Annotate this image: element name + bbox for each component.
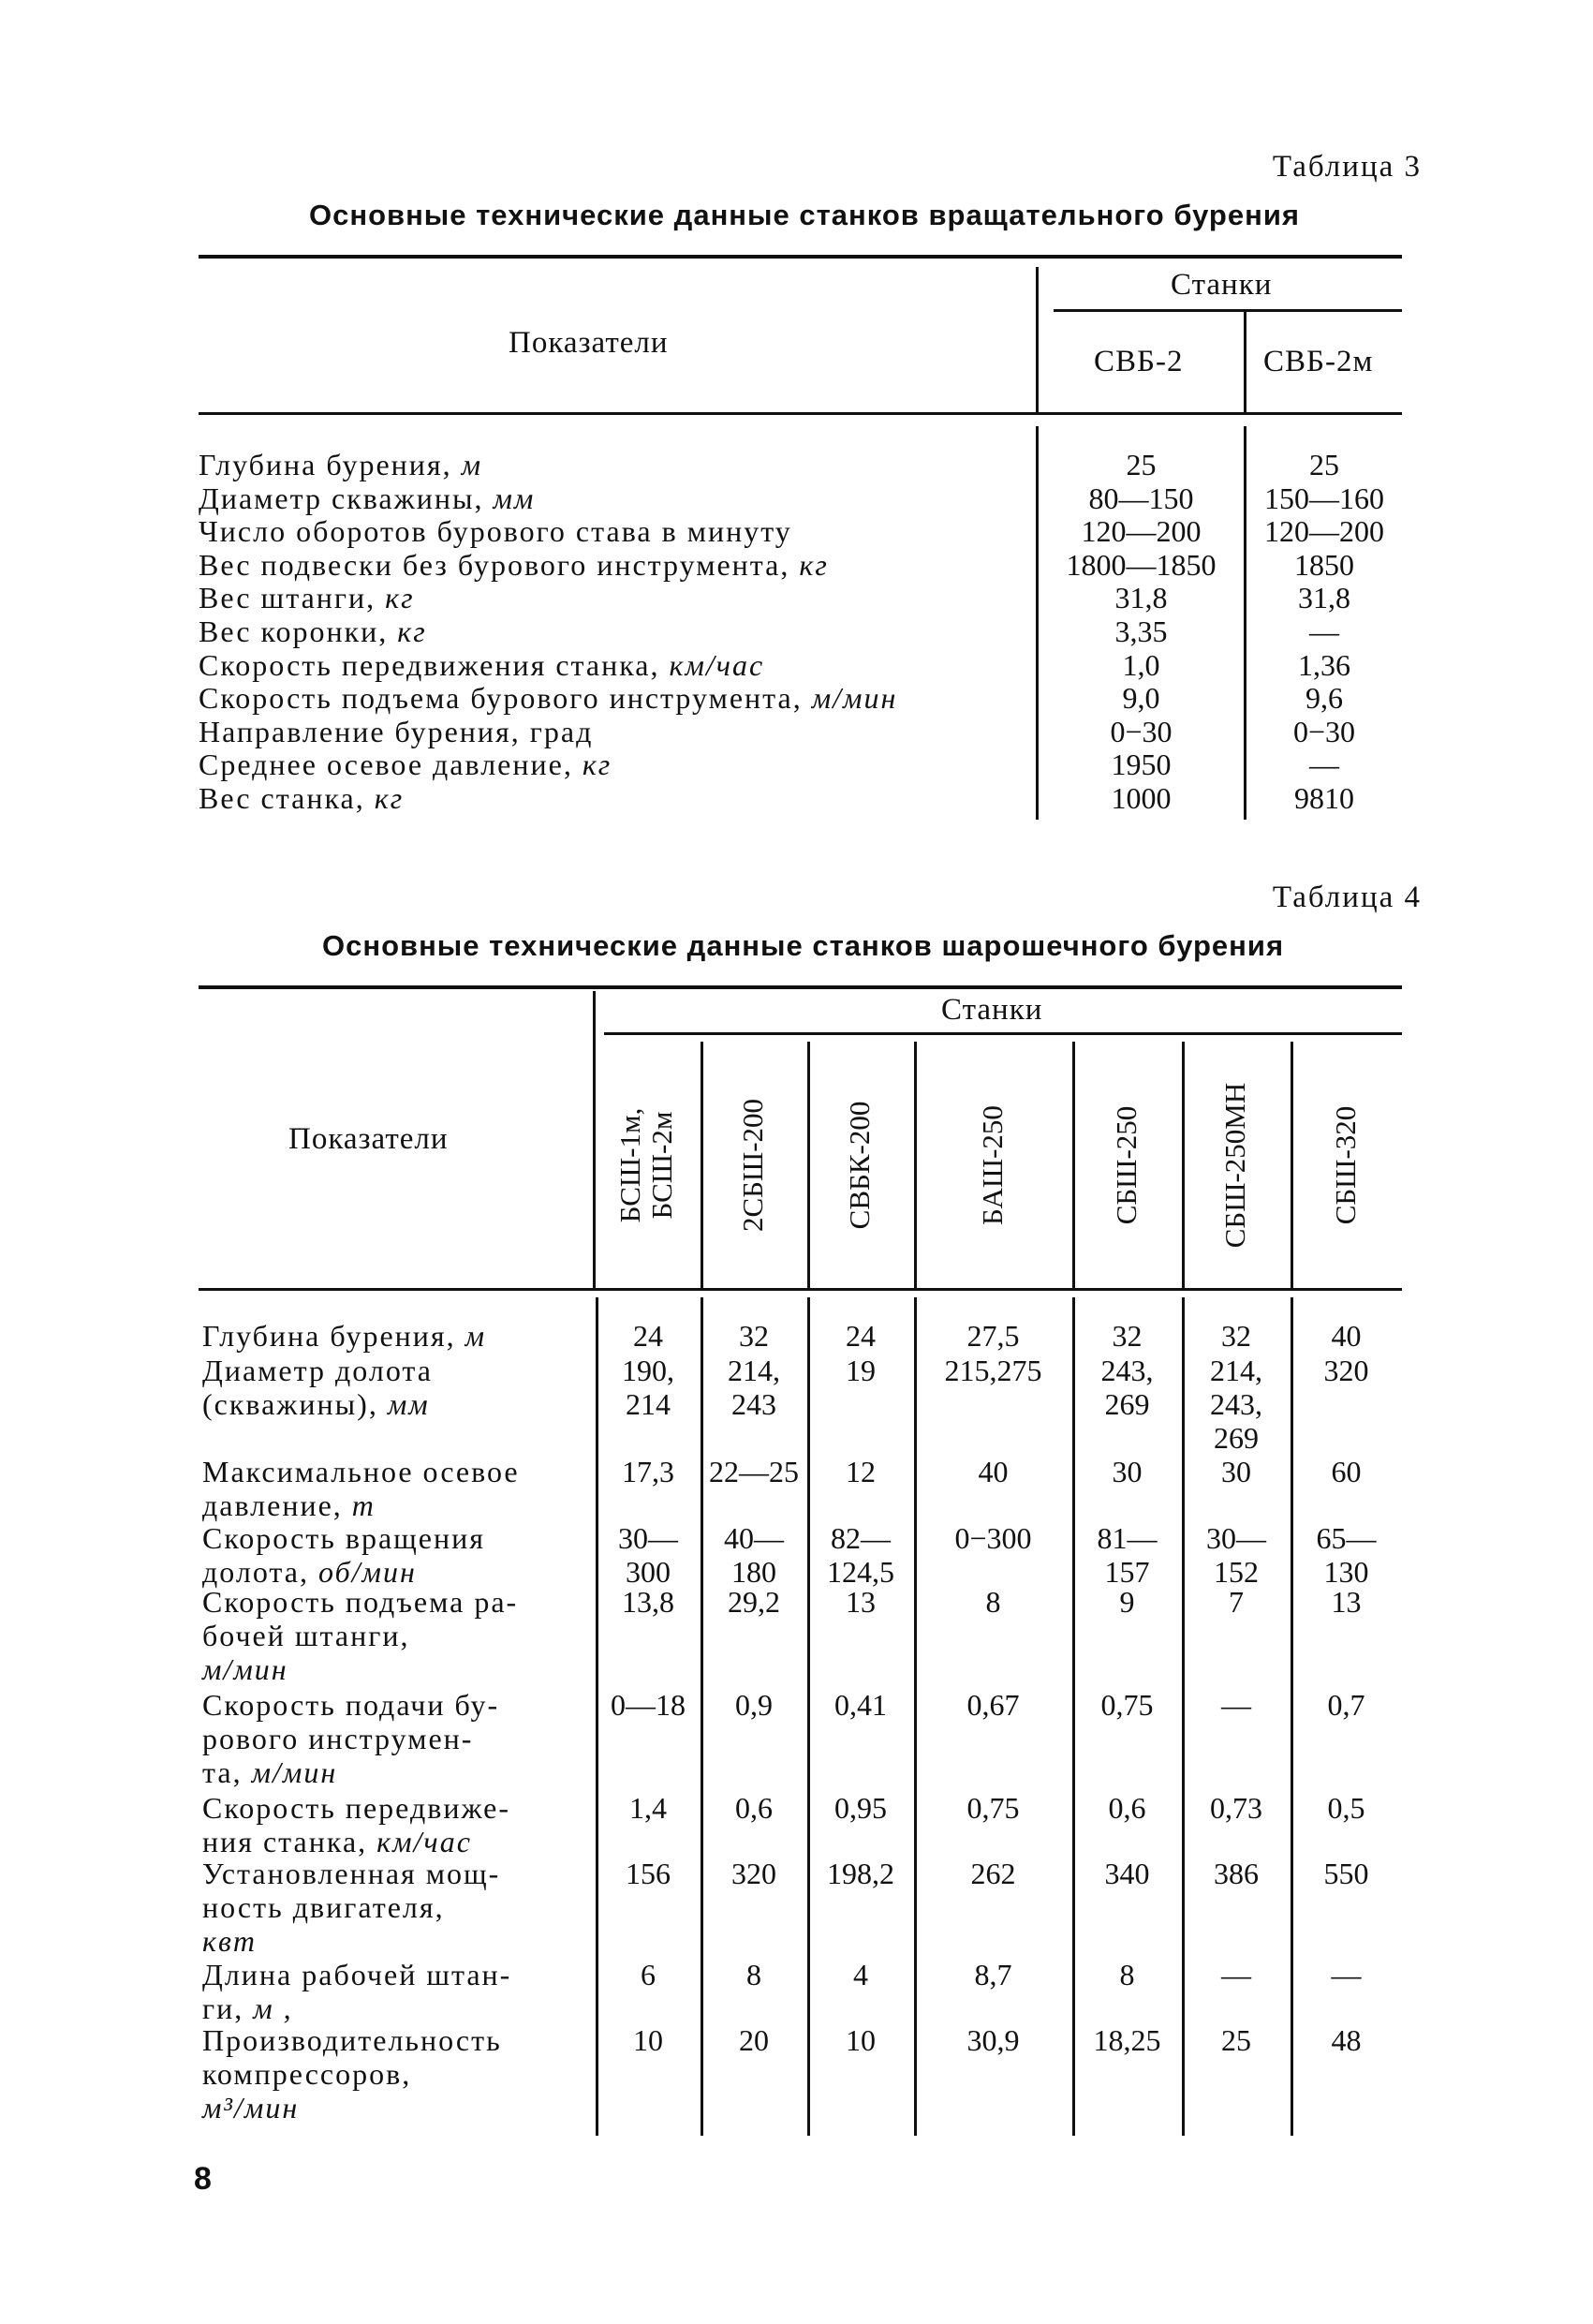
table3-cell-svb2: 120—200 [1081, 514, 1202, 549]
table4-column-header [1219, 1053, 1253, 1278]
table4-cell: 190, [622, 1354, 674, 1387]
table4-row-unit: км/час [376, 1825, 472, 1858]
table3-label: Таблица 3 [1272, 150, 1422, 184]
table4-cell: 243, [1210, 1387, 1262, 1421]
table4-column-header-line: 2СБШ-200 [736, 1098, 769, 1232]
table4-cell: 215,275 [944, 1354, 1042, 1387]
table4-row-label: Установленная мощ- [202, 1857, 501, 1890]
table4-cell: 214, [728, 1354, 780, 1387]
table4-cell: 30,9 [966, 2023, 1020, 2057]
table3-col-svb2: СВБ-2 [1094, 345, 1184, 378]
table4-label: Таблица 4 [1272, 881, 1422, 914]
table3-cell-svb2: 3,35 [1114, 614, 1168, 648]
table4-cell: 0,75 [966, 1791, 1020, 1825]
table4-column-header [1330, 1053, 1364, 1278]
table4-column-header-line: БСШ-1м, [613, 1107, 646, 1222]
table4-cell: 0−300 [954, 1521, 1032, 1555]
table4-cell: 13 [846, 1585, 876, 1619]
table4-column-header [844, 1053, 878, 1278]
table3-row-label: Вес коронки, кг [199, 614, 427, 648]
table4-cell: 198,2 [827, 1857, 894, 1890]
table4-cell: 243 [731, 1387, 776, 1421]
table4-row-label [202, 1924, 257, 1958]
table4-cell: 10 [846, 2023, 876, 2057]
table4-cell: 0,67 [966, 1688, 1020, 1722]
table4-cell: 0,9 [735, 1688, 773, 1722]
table4-row-label: ги, м , [202, 1991, 293, 2025]
table3-cell-svb2: 9,0 [1122, 681, 1160, 716]
table4-cell: 17,3 [622, 1455, 674, 1488]
table4-column-divider [807, 1042, 810, 1288]
table4-cell: 269 [1214, 1421, 1259, 1455]
table4-cell: 1,4 [629, 1791, 667, 1825]
table4-header-rule [199, 1288, 1402, 1291]
table4-cell: — [1221, 1958, 1251, 1991]
table4-cell: 340 [1104, 1857, 1150, 1890]
table3-row-unit: км/час [669, 647, 765, 682]
table3-cell-svb2m: 9,6 [1305, 681, 1343, 716]
table3-cell-svb2: 1,0 [1122, 647, 1160, 682]
table4-cell: 65— [1316, 1521, 1377, 1555]
table4-cell: 130 [1323, 1555, 1369, 1589]
table4-cell: 19 [846, 1354, 876, 1387]
table4-cell: 124,5 [827, 1555, 894, 1589]
table3-cell-svb2m: 120—200 [1264, 514, 1384, 549]
table4-column-header-line: БСШ-2м [645, 1111, 678, 1219]
table3-cell-svb2m: 31,8 [1298, 581, 1350, 615]
table4-row-label: Производительность [202, 2023, 502, 2057]
table4-cell: 0,75 [1100, 1688, 1154, 1722]
table3-top-rule [199, 255, 1402, 259]
table3-row-unit: мм [493, 481, 536, 515]
table4-cell: 24 [633, 1319, 663, 1353]
table3-row-label: Вес подвески без бурового инструмента, кг [199, 547, 829, 582]
table3-row-label: Скорость подъема бурового инструмента, м/мин [199, 681, 898, 716]
table4-cell: 0,41 [834, 1688, 887, 1722]
table4-cell: 40 [1331, 1319, 1362, 1353]
table4-column-header-line: СВБК-200 [843, 1101, 876, 1229]
table3-cell-svb2: 31,8 [1114, 581, 1168, 615]
table4-cell: 60 [1331, 1455, 1362, 1488]
table3-row-label: Число оборотов бурового става в минуту [199, 514, 792, 549]
table3-cell-svb2: 1950 [1111, 748, 1172, 782]
table4-top-rule [199, 985, 1402, 989]
table4-cell: 82— [831, 1521, 891, 1555]
table4-cell: 40 [978, 1455, 1009, 1488]
table4-cell: 320 [1323, 1354, 1369, 1387]
table4-cell: 13 [1331, 1585, 1362, 1619]
table4-cell: 10 [633, 2023, 663, 2057]
table3-divider-cols [1244, 312, 1246, 412]
table4-machines-header: Станки [941, 993, 1043, 1027]
table4-cell: 8 [1119, 1958, 1135, 1991]
table4-cell: 18,25 [1093, 2023, 1161, 2057]
table3-cell-svb2m: — [1309, 614, 1339, 648]
table4-column-divider [1182, 1042, 1185, 1288]
table4-row-label: давление, т [202, 1488, 376, 1522]
table3-row-unit: кг [582, 748, 612, 782]
table4-cell: 27,5 [966, 1319, 1020, 1353]
table4-row-unit: мм [387, 1387, 430, 1421]
table4-column-divider [914, 1042, 917, 1288]
table4-cell: 0—18 [611, 1688, 686, 1722]
table4-cell: 0,5 [1327, 1791, 1365, 1825]
table4-row-label: Максимальное осевое [202, 1455, 520, 1488]
table4-cell: 30 [1221, 1455, 1251, 1488]
table4-column-header-line: БАШ-250 [975, 1104, 1009, 1225]
table4-cell: — [1221, 1688, 1251, 1722]
page-number: 8 [194, 2161, 212, 2197]
table3-cell-svb2: 0−30 [1110, 714, 1173, 748]
table4-column-divider [1291, 1042, 1293, 1288]
table3-title: Основные технические данные станков вращательного бурения [309, 199, 1300, 231]
table4-row-label: ность двигателя, [202, 1890, 445, 1924]
table4-cell: 9 [1119, 1585, 1135, 1619]
table3-col-svb2m: СВБ-2м [1263, 345, 1374, 378]
table4-cell: 320 [731, 1857, 776, 1890]
table4-cell: 180 [731, 1555, 776, 1589]
table4-cell: 30— [1206, 1521, 1266, 1555]
table3-row-unit: м [461, 448, 483, 481]
table4-row-label [202, 2091, 299, 2124]
table4-row-label: Длина рабочей штан- [202, 1958, 512, 1991]
table4-cell: 386 [1214, 1857, 1259, 1890]
table4-column-header [737, 1053, 771, 1278]
table4-cell: 40— [724, 1521, 784, 1555]
table4-cell: 30— [618, 1521, 678, 1555]
table4-row-unit: м , [253, 1991, 293, 2025]
table4-cell: 20 [739, 2023, 769, 2057]
table4-cell: 300 [626, 1555, 671, 1589]
table4-cell: 7 [1229, 1585, 1244, 1619]
table4-cell: 214 [626, 1387, 671, 1421]
table4-cell: 6 [641, 1958, 656, 1991]
table3-cell-svb2: 1800—1850 [1066, 547, 1217, 582]
table4-column-header [614, 1053, 682, 1278]
table4-cell: 24 [846, 1319, 876, 1353]
table4-cell: 0,7 [1327, 1688, 1365, 1722]
table4-cell: 269 [1104, 1387, 1150, 1421]
table3-cell-svb2m: 25 [1309, 448, 1339, 481]
table4-cell: 32 [1112, 1319, 1143, 1353]
table4-row-label: Скорость подъема ра- [202, 1585, 519, 1619]
table4-column-header-line: СБШ-320 [1328, 1105, 1362, 1224]
table3-row-unit: кг [799, 547, 829, 582]
table3-row-label: Направление бурения, град [199, 714, 594, 748]
table4-cell: 8,7 [974, 1958, 1012, 1991]
table3-row-label: Вес штанги, кг [199, 581, 415, 615]
table3-indicators-header: Показатели [509, 326, 669, 360]
table4-column-header [1111, 1053, 1144, 1278]
table4-row-label: бочей штанги, [202, 1619, 410, 1652]
table4-cell: 243, [1100, 1354, 1154, 1387]
table4-cell: 25 [1221, 2023, 1251, 2057]
table4-row-label: та, м/мин [202, 1755, 338, 1789]
table4-cell: 22—25 [709, 1455, 799, 1488]
table4-row-label: Скорость передвиже- [202, 1791, 511, 1825]
table3-row-label: Среднее осевое давление, кг [199, 748, 612, 782]
table4-row-unit: м/мин [251, 1755, 338, 1789]
table4-row-label: Глубина бурения, м [202, 1319, 487, 1353]
table4-cell: 29,2 [728, 1585, 780, 1619]
table4-cell: 156 [626, 1857, 671, 1890]
table3-cell-svb2m: 150—160 [1264, 481, 1384, 515]
table4-row-label [202, 1652, 288, 1686]
table3-row-label: Скорость передвижения станка, км/час [199, 647, 765, 682]
table4-row-label: долота, об/мин [202, 1555, 417, 1589]
table4-cell: 157 [1104, 1555, 1150, 1589]
table4-machines-rule [604, 1032, 1402, 1035]
table4-row-label: Скорость подачи бу- [202, 1688, 500, 1722]
table4-cell: 30 [1112, 1455, 1143, 1488]
table4-cell: 32 [739, 1319, 769, 1353]
table4-cell: 152 [1214, 1555, 1259, 1589]
table3-cell-svb2: 1000 [1111, 781, 1172, 815]
table3-header-rule [199, 412, 1402, 415]
table4-row-label: (скважины), мм [202, 1387, 430, 1421]
table4-cell: 13,8 [622, 1585, 674, 1619]
table4-cell: 0,6 [1108, 1791, 1146, 1825]
table4-column-divider [701, 1042, 703, 1288]
table4-cell: 32 [1221, 1319, 1251, 1353]
table4-cell: 12 [846, 1455, 876, 1488]
table4-row-label: Диаметр долота [202, 1354, 433, 1387]
table4-title: Основные технические данные станков шарошечного бурения [322, 929, 1285, 962]
table3-row-label: Диаметр скважины, мм [199, 481, 536, 515]
table3-cell-svb2: 25 [1126, 448, 1157, 481]
table4-row-unit: м³/мин [202, 2091, 300, 2124]
table4-row-label: ния станка, км/час [202, 1825, 472, 1858]
table3-row-label: Глубина бурения, м [199, 448, 483, 481]
table4-divider-main [593, 991, 596, 1289]
table4-cell: 0,73 [1210, 1791, 1262, 1825]
table4-cell: 4 [853, 1958, 868, 1991]
table4-column-header-line: СБШ-250 [1109, 1105, 1143, 1224]
table4-cell: 48 [1331, 2023, 1362, 2057]
table4-indicators-header: Показатели [288, 1122, 449, 1156]
table4-column-divider [1072, 1042, 1075, 1288]
table4-row-unit: м/мин [202, 1652, 288, 1686]
table4-cell: 81— [1097, 1521, 1158, 1555]
table3-row-unit: м/мин [811, 681, 898, 716]
table4-row-unit: квт [202, 1924, 257, 1958]
table4-row-label: рового инструмен- [202, 1722, 474, 1755]
table3-machines-rule [1054, 309, 1402, 312]
table3-row-unit: кг [397, 614, 427, 648]
table3-cell-svb2m: 1,36 [1298, 647, 1350, 682]
table3-cell-svb2m: 9810 [1294, 781, 1354, 815]
table3-cell-svb2: 80—150 [1088, 481, 1194, 515]
table4-cell: 0,95 [834, 1791, 887, 1825]
table4-row-unit: м [465, 1319, 487, 1353]
table4-column-header-line: СБШ-250МН [1218, 1082, 1251, 1248]
table3-row-unit: кг [385, 581, 415, 615]
table3-cell-svb2m: — [1309, 748, 1339, 782]
table3-cell-svb2m: 0−30 [1292, 714, 1356, 748]
table3-divider-main [1036, 267, 1039, 412]
table3-row-unit: кг [374, 781, 405, 815]
table3-machines-header: Станки [1171, 268, 1273, 302]
table4-column-header [977, 1053, 1010, 1278]
table4-row-label: Скорость вращения [202, 1521, 485, 1555]
table4-cell: — [1331, 1958, 1362, 1991]
table4-row-unit: об/мин [317, 1555, 417, 1589]
table4-cell: 262 [970, 1857, 1016, 1890]
table3-cell-svb2m: 1850 [1294, 547, 1354, 582]
table4-cell: 8 [985, 1585, 1001, 1619]
table4-row-label: компрессоров, [202, 2057, 412, 2091]
table4-cell: 0,6 [735, 1791, 773, 1825]
table3-row-label: Вес станка, кг [199, 781, 405, 815]
table4-row-unit: т [351, 1488, 376, 1522]
table4-cell: 550 [1323, 1857, 1369, 1890]
table4-cell: 214, [1210, 1354, 1262, 1387]
table4-cell: 8 [746, 1958, 761, 1991]
